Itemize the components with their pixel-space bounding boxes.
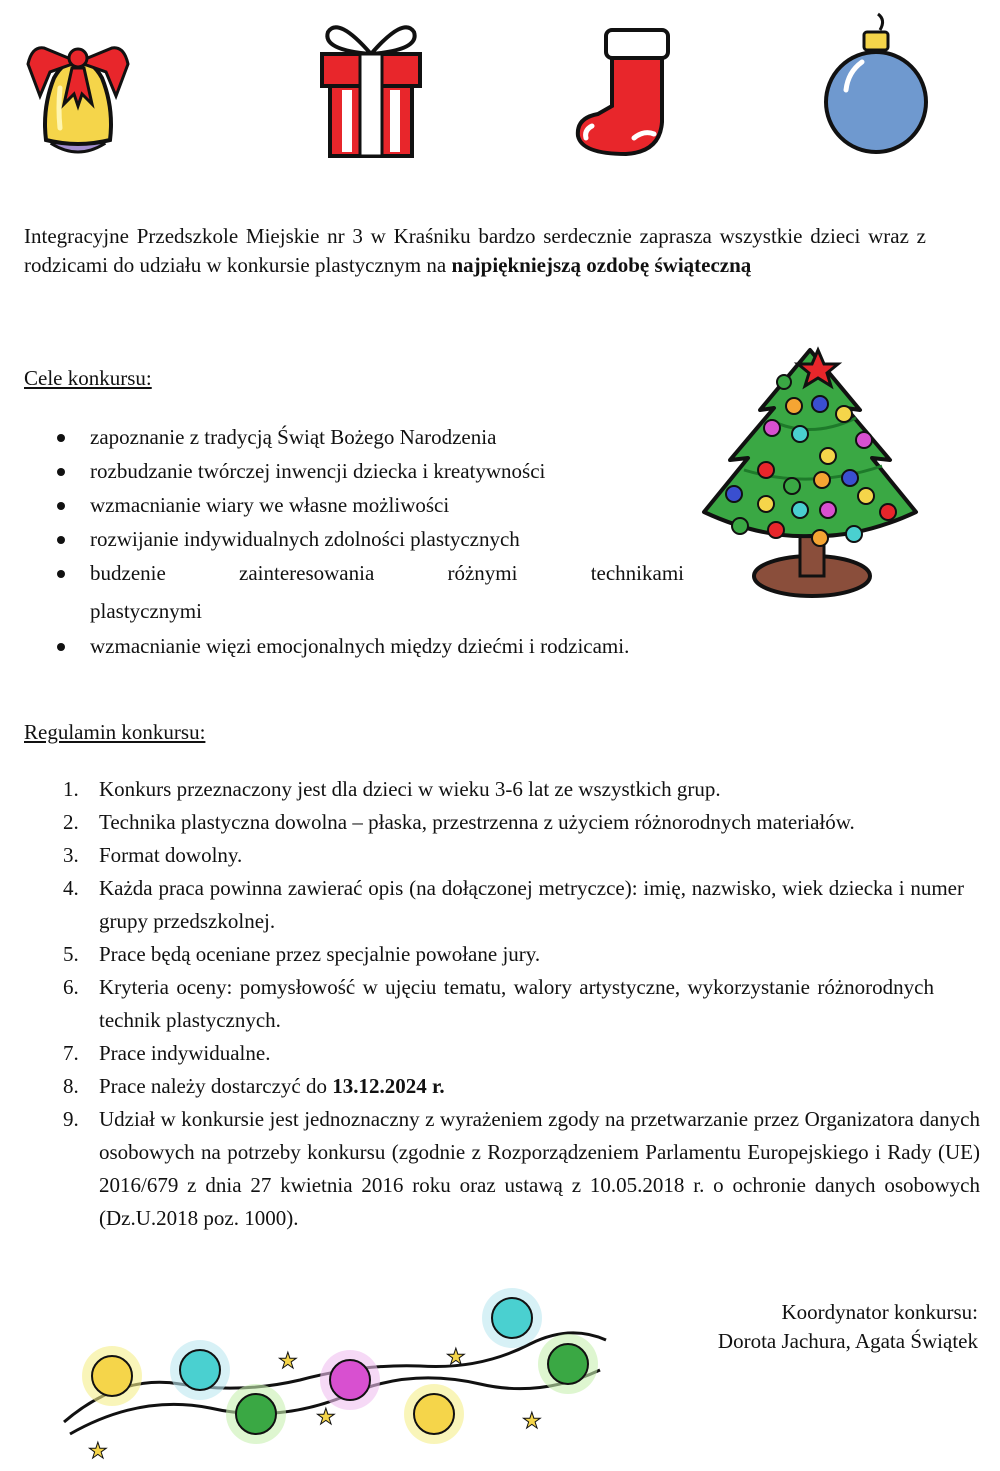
rule-text: Prace należy dostarczyć do [99, 1074, 333, 1098]
bell-icon [24, 28, 132, 156]
rule-text: Udział w konkursie jest jednoznaczny z wyrażeniem zgody na przetwarzanie przez Organizatora danych osobowych na potrzeby konkursu (zgodnie z Rozporządzeniem Parlamentu Europejskiego i Rady (UE) 2016/679 z dnia 27 kwietnia 2016 roku oraz ustawą z 10.05.2018 r. o ochronie danych osobowych (Dz.U.2018 poz. 1000). [99, 1107, 980, 1230]
list-number: 5. [63, 942, 79, 966]
christmas-tree-icon [700, 340, 920, 610]
list-item [24, 1037, 980, 1070]
list-number: 9. [63, 1107, 79, 1131]
list-item [24, 773, 980, 806]
list-item [24, 839, 980, 872]
bauble-icon [820, 10, 930, 160]
intro-text: Integracyjne Przedszkole Miejskie nr 3 w Kraśniku bardzo serdecznie zaprasza wszystkie dzieci wraz z rodzicami do udziału w konkursie plastycznym na [24, 224, 926, 277]
list-item [24, 938, 980, 971]
list-item: wzmacnianie więzi emocjonalnych między dziećmi i rodzicami. [24, 629, 784, 663]
svg-text:★: ★ [88, 1438, 108, 1463]
rule-text: Kryteria oceny: pomysłowość w ujęciu tematu, walory artystyczne, wykorzystanie różnorodnych technik plastycznych. [99, 975, 934, 1032]
list-number: 3. [63, 843, 79, 867]
list-item-continuation: plastycznymi [90, 599, 202, 623]
list-number: 8. [63, 1074, 79, 1098]
svg-text:★: ★ [446, 1344, 466, 1369]
string-lights-icon [60, 1284, 620, 1468]
coordinator-label: Koordynator konkursu: [781, 1300, 978, 1324]
list-item [24, 806, 980, 839]
list-item: rozwijanie indywidualnych zdolności plastycznych [24, 522, 684, 556]
rule-text: Każda praca powinna zawierać opis (na dołączonej metryczce): imię, nazwisko, wiek dziecka i numer grupy przedszkolnej. [99, 876, 964, 933]
deadline-date: 13.12.2024 r. [332, 1074, 445, 1098]
list-number: 7. [63, 1041, 79, 1065]
list-item [24, 872, 980, 938]
rules-list [24, 773, 980, 1235]
intro-highlight: najpiękniejszą ozdobę świąteczną [451, 253, 752, 277]
goals-list [24, 420, 684, 590]
rule-text: Prace indywidualne. [99, 1041, 271, 1065]
coordinator-block [578, 1298, 978, 1356]
rule-text: Prace będą oceniane przez specjalnie powołane jury. [99, 942, 541, 966]
list-item: zapoznanie z tradycją Świąt Bożego Narodzenia [24, 420, 684, 454]
svg-text:★: ★ [278, 1348, 298, 1373]
list-number: 6. [63, 975, 79, 999]
goals-list-end [24, 629, 784, 663]
list-item: wzmacnianie wiary we własne możliwości [24, 488, 684, 522]
stocking-icon [572, 26, 676, 158]
list-number: 2. [63, 810, 79, 834]
svg-text:★: ★ [522, 1408, 542, 1433]
coordinator-names: Dorota Jachura, Agata Świątek [717, 1329, 978, 1353]
list-item [24, 971, 980, 1037]
intro-paragraph [24, 222, 926, 280]
gift-icon [318, 10, 424, 160]
list-number: 1. [63, 777, 79, 801]
list-item [24, 1103, 980, 1235]
goals-heading: Cele konkursu: [24, 366, 152, 390]
rule-text: Konkurs przeznaczony jest dla dzieci w wieku 3-6 lat ze wszystkich grup. [99, 777, 721, 801]
rules-heading: Regulamin konkursu: [24, 720, 206, 744]
list-item [24, 1070, 980, 1103]
rule-text: Technika plastyczna dowolna – płaska, przestrzenna z użyciem różnorodnych materiałów. [99, 810, 855, 834]
list-item: budzenie zainteresowania różnymi technikami [24, 556, 684, 590]
rule-text: Format dowolny. [99, 843, 243, 867]
list-number: 4. [63, 876, 79, 900]
svg-text:★: ★ [316, 1404, 336, 1429]
list-item: rozbudzanie twórczej inwencji dziecka i kreatywności [24, 454, 684, 488]
